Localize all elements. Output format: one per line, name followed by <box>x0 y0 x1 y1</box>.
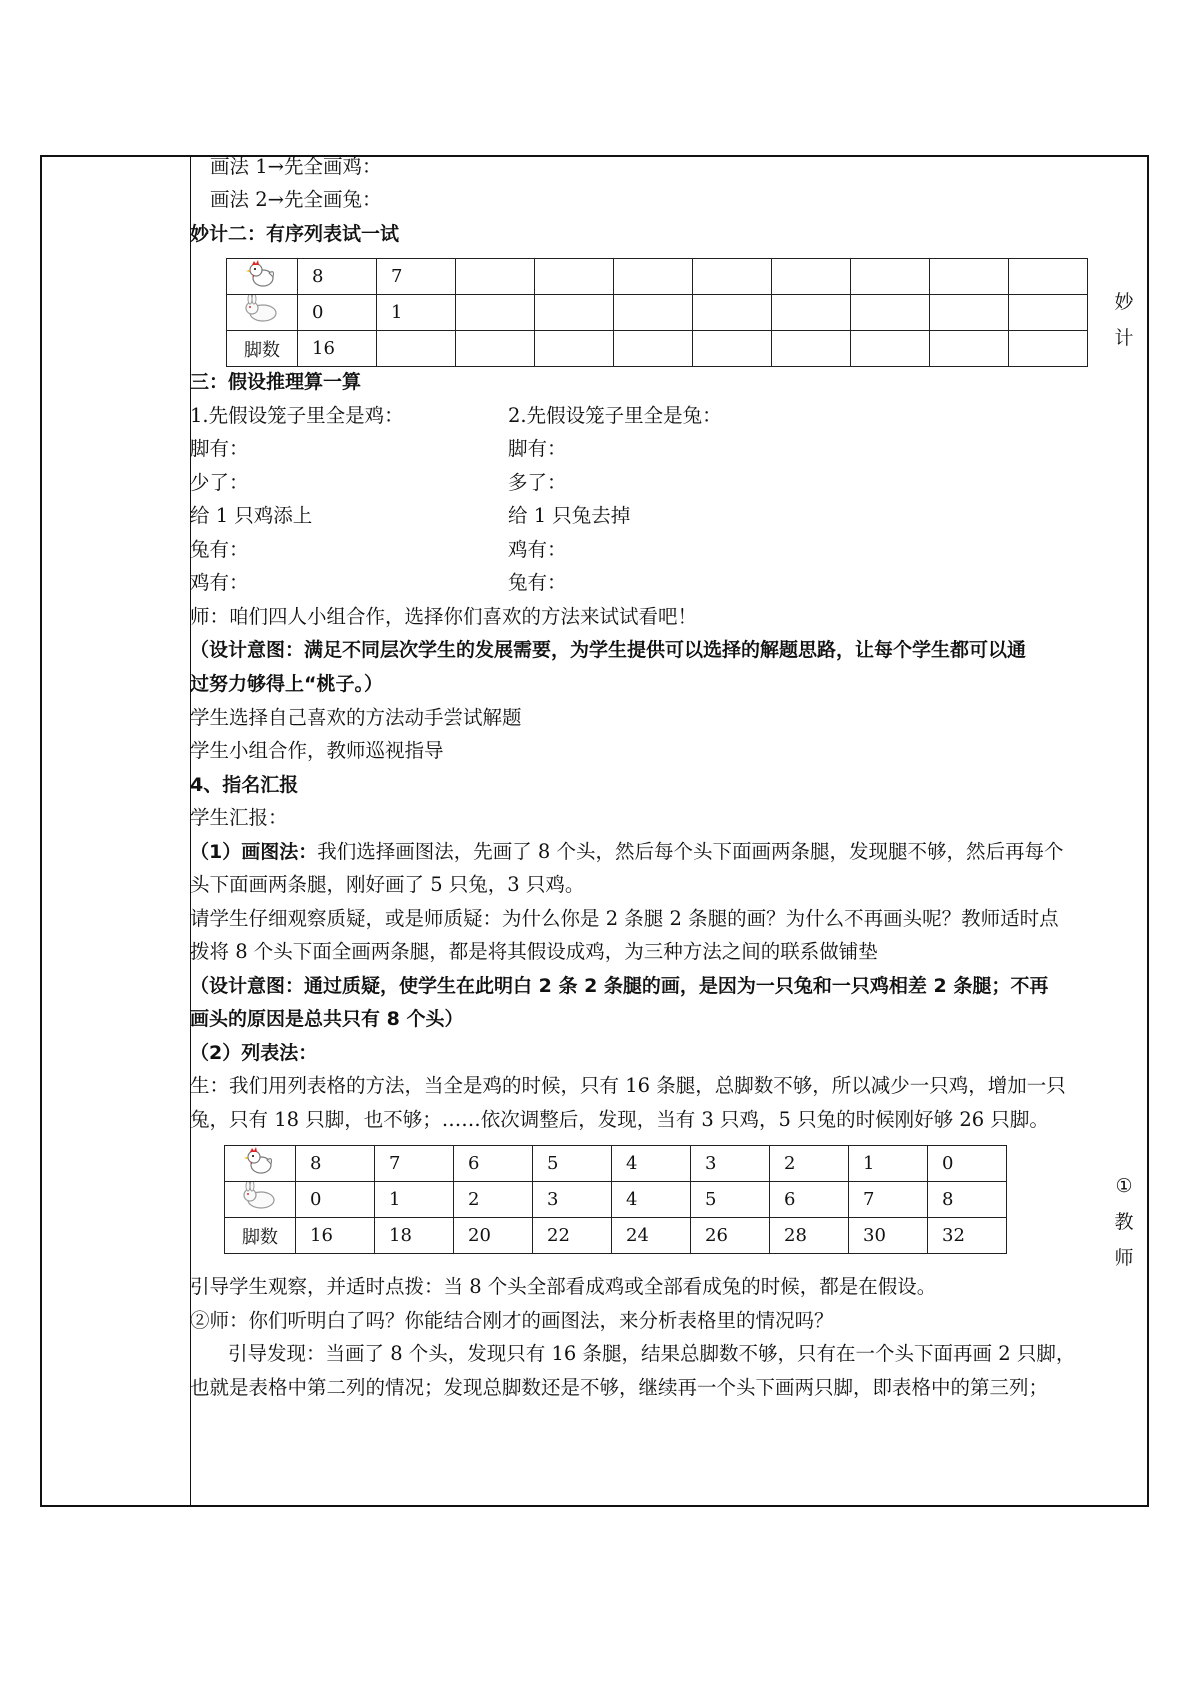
left-add: 给 1 只鸡添上 <box>190 504 313 527</box>
trick2-rabbit-4 <box>535 295 614 331</box>
trick2-rabbit-3 <box>456 295 535 331</box>
student-table-line1: 生：我们用列表格的方法，当全是鸡的时候，只有 16 条腿，总脚数不够，所以减少一只鸡，增加一只 <box>190 1074 1066 1097</box>
trick2-chicken-4 <box>535 259 614 295</box>
full-legs-row <box>225 1218 1007 1254</box>
table-top-border <box>40 155 1149 157</box>
full-rabbit-1: 0 <box>296 1182 375 1218</box>
assume-chicken: 1.先假设笼子里全是鸡： <box>190 404 404 427</box>
full-legs-8: 30 <box>849 1218 928 1254</box>
full-rabbit-cell <box>225 1182 296 1218</box>
full-legs-1: 16 <box>296 1218 375 1254</box>
draw-method-1: 画法 1→先全画鸡： <box>210 155 382 178</box>
trick2-legs-4 <box>535 331 614 367</box>
intent2-line1: （设计意图：通过质疑，使学生在此明白 2 条 2 条腿的画，是因为一只兔和一只鸡相差 2 条腿；不再 <box>190 975 1049 997</box>
full-chicken-2: 7 <box>375 1146 454 1182</box>
trick2-legs-3 <box>456 331 535 367</box>
trick2-rabbit-10 <box>1009 295 1088 331</box>
full-chicken-6: 3 <box>691 1146 770 1182</box>
guide-observe-text: 引导学生观察，并适时点拨：当 8 个头全部看成鸡或全部看成兔的时候，都是在假设。 <box>190 1275 937 1298</box>
full-chicken-3: 6 <box>454 1146 533 1182</box>
trick2-legs-5 <box>614 331 693 367</box>
trick2-chicken-8 <box>851 259 930 295</box>
trick2-chicken-2: 7 <box>377 259 456 295</box>
trick2-legs-8 <box>851 331 930 367</box>
table-left-border <box>40 155 42 1507</box>
full-legs-5: 24 <box>612 1218 691 1254</box>
rabbit-icon <box>241 1182 279 1212</box>
trick2-chicken-6 <box>693 259 772 295</box>
trick2-rabbit-7 <box>772 295 851 331</box>
full-table <box>224 1145 1007 1254</box>
full-legs-3: 20 <box>454 1218 533 1254</box>
trick2-rabbit-2: 1 <box>377 295 456 331</box>
student-table-line2: 兔，只有 18 只脚，也不够；……依次调整后，发现，当有 3 只鸡，5 只兔的时候刚好够 26 只脚。 <box>190 1108 1049 1131</box>
right-feet: 脚有： <box>508 437 567 460</box>
full-chicken-1: 8 <box>296 1146 375 1182</box>
full-legs-label: 脚数 <box>225 1218 296 1254</box>
full-legs-9: 32 <box>928 1218 1007 1254</box>
full-rabbit-row <box>225 1182 1007 1218</box>
full-chicken-9: 0 <box>928 1146 1007 1182</box>
trick2-chicken-7 <box>772 259 851 295</box>
full-legs-4: 22 <box>533 1218 612 1254</box>
trick2-chicken-row <box>227 259 1088 295</box>
full-legs-7: 28 <box>770 1218 849 1254</box>
full-rabbit-8: 7 <box>849 1182 928 1218</box>
full-rabbit-6: 5 <box>691 1182 770 1218</box>
full-chicken-5: 4 <box>612 1146 691 1182</box>
drawing-method-line2: 头下面画两条腿，刚好画了 5 只兔，3 只鸡。 <box>190 873 585 896</box>
trick2-rabbit-9 <box>930 295 1009 331</box>
discover-line2: 也就是表格中第二列的情况；发现总脚数还是不够，继续再一个头下画两只脚，即表格中的第三列； <box>190 1376 1049 1399</box>
report-heading: 4、指名汇报 <box>190 774 299 796</box>
trick2-legs-row <box>227 331 1088 367</box>
full-chicken-row <box>225 1146 1007 1182</box>
trick2-chicken-5 <box>614 259 693 295</box>
full-rabbit-5: 4 <box>612 1182 691 1218</box>
full-chicken-7: 2 <box>770 1146 849 1182</box>
question-line1: 请学生仔细观察质疑，或是师质疑：为什么你是 2 条腿 2 条腿的画？为什么不再画头呢？教师适时点 <box>190 907 1059 930</box>
full-legs-2: 18 <box>375 1218 454 1254</box>
trick2-rabbit-5 <box>614 295 693 331</box>
right-rabbits: 兔有： <box>508 571 567 594</box>
trick2-legs-9 <box>930 331 1009 367</box>
full-chicken-8: 1 <box>849 1146 928 1182</box>
full-rabbit-3: 2 <box>454 1182 533 1218</box>
intent2-line2: 画头的原因是总共只有 8 个头） <box>190 1008 464 1030</box>
trick2-legs-7 <box>772 331 851 367</box>
left-chickens: 鸡有： <box>190 571 249 594</box>
right-remove: 给 1 只兔去掉 <box>508 504 631 527</box>
full-rabbit-2: 1 <box>375 1182 454 1218</box>
students-report-label: 学生汇报： <box>190 806 288 829</box>
assume-rabbit: 2.先假设笼子里全是兔： <box>508 404 722 427</box>
trick2-legs-1: 16 <box>298 331 377 367</box>
rabbit-icon <box>243 295 281 325</box>
side-label-teacher: ① 教 师 <box>1114 1175 1134 1269</box>
full-chicken-cell <box>225 1146 296 1182</box>
full-rabbit-7: 6 <box>770 1182 849 1218</box>
trick2-heading: 妙计二：有序列表试一试 <box>190 223 400 245</box>
drawing-method-line1 <box>190 840 1064 864</box>
trick2-rabbit-1: 0 <box>298 295 377 331</box>
trick3-heading: 三：假设推理算一算 <box>190 371 362 393</box>
students-group-text: 学生小组合作，教师巡视指导 <box>190 739 444 762</box>
right-more: 多了： <box>508 471 567 494</box>
column-divider <box>190 155 191 1507</box>
chicken-icon <box>245 259 279 289</box>
drawing-method-text: 我们选择画图法，先画了 8 个头，然后每个头下面画两条腿，发现腿不够，然后再每个 <box>317 840 1064 863</box>
trick2-legs-2 <box>377 331 456 367</box>
trick2-chicken-1: 8 <box>298 259 377 295</box>
drawing-method-label: （1）画图法： <box>190 841 318 863</box>
chicken-icon <box>243 1146 277 1176</box>
rabbit-cell <box>227 295 298 331</box>
legs-label: 脚数 <box>227 331 298 367</box>
full-chicken-4: 5 <box>533 1146 612 1182</box>
students-try-text: 学生选择自己喜欢的方法动手尝试解题 <box>190 706 522 729</box>
discover-line1: 引导发现：当画了 8 个头，发现只有 16 条腿，结果总脚数不够，只有在一个头下面再画 2 只脚， <box>228 1342 1076 1365</box>
draw-method-2: 画法 2→先全画兔： <box>210 188 382 211</box>
table-method-label: （2）列表法： <box>190 1042 318 1064</box>
trick2-table <box>226 258 1088 367</box>
full-rabbit-9: 8 <box>928 1182 1007 1218</box>
full-legs-6: 26 <box>691 1218 770 1254</box>
trick2-legs-6 <box>693 331 772 367</box>
left-less: 少了： <box>190 471 249 494</box>
trick2-chicken-10 <box>1009 259 1088 295</box>
trick2-legs-10 <box>1009 331 1088 367</box>
question-line2: 拨将 8 个头下面全画两条腿，都是将其假设成鸡，为三种方法之间的联系做铺垫 <box>190 940 878 963</box>
trick2-rabbit-6 <box>693 295 772 331</box>
trick2-chicken-9 <box>930 259 1009 295</box>
chicken-cell <box>227 259 298 295</box>
trick2-rabbit-8 <box>851 295 930 331</box>
table-right-border <box>1147 155 1149 1507</box>
left-feet: 脚有： <box>190 437 249 460</box>
intent1-line2: 过努力够得上“桃子。） <box>190 673 383 695</box>
trick2-rabbit-row <box>227 295 1088 331</box>
side-label-miao: 妙 计 <box>1114 291 1134 349</box>
intent1-line1: （设计意图：满足不同层次学生的发展需要，为学生提供可以选择的解题思路，让每个学生都可以通 <box>190 639 1027 661</box>
teacher-ask-text: ②师：你们听明白了吗？你能结合刚才的画图法，来分析表格里的情况吗？ <box>190 1309 834 1332</box>
full-rabbit-4: 3 <box>533 1182 612 1218</box>
trick2-chicken-3 <box>456 259 535 295</box>
teacher-group-text: 师：咱们四人小组合作，选择你们喜欢的方法来试试看吧！ <box>190 605 698 628</box>
table-bottom-border <box>40 1505 1149 1507</box>
left-rabbits: 兔有： <box>190 538 249 561</box>
right-chickens: 鸡有： <box>508 538 567 561</box>
